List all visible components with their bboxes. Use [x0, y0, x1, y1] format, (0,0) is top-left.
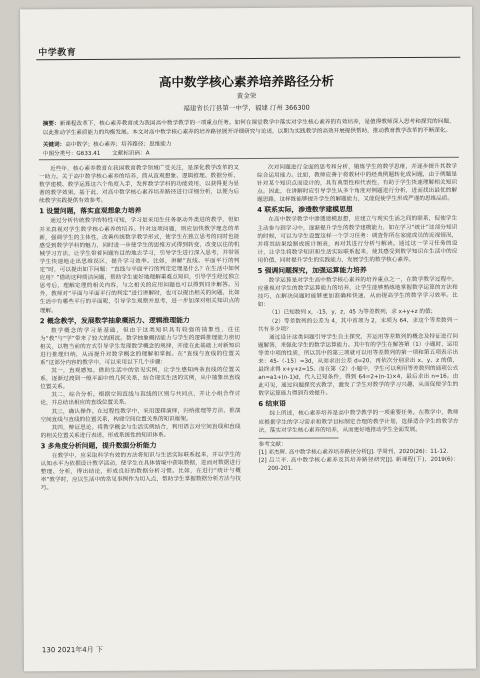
- meta-rule: [39, 157, 459, 161]
- paragraph: 综上所述，核心素养培养是高中数学教学的一项重要任务。在教学中，教师应根据学生的学习需求和教学目标制定合理的教学计划，选择适合学生的教学方法，落实对学生核心素养的培养，从而更好地推动学生全面发展。: [258, 410, 459, 434]
- section-heading-2: 2 概念教学，发展数学抽象概括力、逻辑推理能力: [39, 315, 190, 325]
- paragraph: 其二，综合分析。根据空间直线与直线的区别与共同点，并让小组合作讨论，并总结出相应的直线位置关系。: [40, 391, 241, 407]
- right-column: [257, 163, 459, 473]
- keywords-text: 高中数学；核心素养；培养路径；思维能力: [65, 141, 172, 149]
- header-rule: [36, 57, 460, 61]
- paragraph: 在教学中，应采取科学有效的方法将知识与生活实际联系起来，并以学生的认知水平为依据设计教学活动，使学生在具体情境中获取数据，进而对数据进行整理、分析，得出结论，形成良好的数据分析习惯。比如，在进行“统计与概率”教学时，应以生活中的常见事例作为切入点，帮助学生掌握数据分析方法与技巧。: [40, 451, 241, 492]
- paragraph: 其四，辩证思论。将教学概念与生活实例结合，利用语言对空间直线和直线的相关位置关系进行表述，形成系统性的知识体系。: [40, 423, 241, 440]
- left-column: [39, 164, 241, 493]
- paragraph: 数学概念的学习是基础，但由于这类知识具有较强的抽象性，往往为“教”与“学”带来了较大的困扰。数学抽象概括能力与学生的逻辑推理能力密切相关，以物当前的方式引导学生发现数学概念的规律，并能在此基础上对新知识进行推理归纳，从而提升对数学概念的理解和掌握。在“直线与直线的位置关系”这部分内容的教学中，可以采用以下几个步骤：: [39, 326, 241, 367]
- classification-line: [43, 149, 160, 158]
- reference-item: [2] 吕兰平. 高中数学核心素养及其培养路径研究[J]. 新课程(下)，2019(6)：200-201.: [258, 456, 459, 472]
- paragraph: 通过分析传统教学的特性可知，学习是采用生任务驱动外类进的教学，但如并未真视对学生数学核心素养的培养。针对这项问题，则应加快教学理念的革新，强调学生的主体性，改善传统数学教学形式，使学生在独立思考的同时也能感受到数学学科的魅力，同时进一步使学生的思维方式得到转变，改变以往的机械学习方法，让学生带着问题有目的地去学习，引导学生进行深入思考，并带领学生快速地走出思维误区，提升学习效率。比如，讲解“直线、平面平行的判定”时，可以提出如下问题：“直线与平面平行的判定定理是什么？在生活中如何应用？”借助这种简洁问题，帮助学生更好地理解重难点知识，引导学生经过独立思考后，理解定理的相关内容，与之相关的应用问题也可以得到同步解答。另外，教师对“平面与平面平行的判定”进行讲解时，也可以提出相关的问题，比如生活中有哪些平行的平面呢，引导学生观察并思考，进一步加深对相关知识点的理解。: [39, 217, 240, 314]
- paragraph: 其一，直观感知。借助生活中的常见实例，让学生感知两条直线的位置关系，逐渐过渡到一般平面中的几何关系，结合现实生活的实例，从中抽象出直线位置关系。: [40, 367, 241, 391]
- keywords-label: 关键词：: [42, 142, 66, 149]
- paragraph: 近些年，核心素养教育在我国教育教学领域广受关注，是深化教学改革的又一助力。关于高中数学核心素养的培养，简从直观想象、逻辑推理、数据分析、数学建模、数学运算这六个角度入手，发挥数学学科的功能效用，以获得更为显著的教学效果。基于此，对高中数学核心素养培养路径进行详细分析，以便为后续教学实践提供有效参考。: [38, 165, 240, 205]
- section-heading-6: 6 结束语: [258, 400, 286, 409]
- section-heading-3: 3 多角度分析问题，提升数据分析能力: [40, 441, 157, 451]
- paragraph: 在高中数学教学中渗透建模思想，应建立与现实生活之间的联系，促使学生主动参与到学习中，逐渐提升学生的数学建模能力，如在学习“统计”这部分知识的时候，可以为学生设置这样一个学习任务：调查你所在家庭成员的近视情况，并将其结果绘制成统计图表，再对其进行分析与解读。通过这一学习任务的设计，让学生将数学知识和生活实际联系起来，使其感受到数学知识在生活中的应用价值，同时提升学生的实践能力，发展学生的数学核心素养。: [257, 216, 458, 264]
- paragraph: 其三，确认操作。在过程性教学中，采用逻辑演绎，归纳推理等方法，推演空间直线与直线的位置关系，构建空间位置关系的知识框架。: [40, 407, 241, 423]
- equation-problem-2: （2）等差数列的公差为 4，其中首项为 2，末项为 64，求这个等差数列一共有多少项？: [257, 317, 458, 333]
- section-heading-4: 4 联系实际，渗透数学建模思想: [257, 205, 353, 215]
- reference-item: [1] 邓杰辉. 高中数学核心素养培养路径分析[J]. 学周刊，2020(26)：11-12.: [258, 448, 449, 456]
- document-code: 文献标识码：A: [112, 150, 150, 157]
- keywords: [43, 139, 172, 148]
- abstract: [43, 118, 455, 139]
- references-rule: [259, 437, 339, 438]
- abstract-text: 新课程改革下，核心素养教育成为我国高中数学教学的一项重点任务。如何在课堂教学中落实对学生核心素养的有效培养，是值得教师深入思考和探究的问题，以此推动学生素质能力的均衡发展。本文对高中数学核心素养的培养路径展开详细研究与论述，以期为实践教学的高效开展提供帮助，推动教育教学改革的不断深化。: [42, 118, 455, 137]
- equation-problem-1: （1）已知数列 x，-15，y，z，45 为等差数列，求 x+y+z 的值；: [268, 309, 437, 317]
- journal-page: [20, 7, 476, 672]
- paragraph: 次对问题进行全面的思考和分析，锻炼学生的数学思维，并逐步提升其数学综合运用能力。比如，教师应善于将教材中的经典例题转化成问题，由于例题是针对某个知识点而设计的，具有典型性和代表性，有助于学生快速理解相关知识点。因此，在讲解时应引导学生从多个角度对例题进行分析，进而找出最优的解题思路，这样既能够提升学生的解题能力，又能促使学生形成严谨的思维品质。: [256, 163, 458, 204]
- journal-section-header: 中学教育: [38, 48, 77, 59]
- article-title: 高中数学核心素养培养路径分析: [158, 73, 334, 90]
- clc-number: 中图分类号：G633.41: [42, 150, 101, 158]
- author-affiliation: 福建省长汀县第一中学，福建 汀州 366300: [183, 103, 310, 113]
- section-heading-5: 5 强调问题探究，加强运算能力培养: [257, 266, 367, 275]
- paragraph: 通过设计这类问题引导学生自主探究，并运用等差数列的概念及特征进行问题解答，来强化学生的数学运算能力。其中有的学生在解答第（1）小题时，运用等差中项的性质，所以其中的第三项就可以用等差数列的第一项和第五项表示出来：45-（-15）=3d，从而求出公差 d=20，再依次分别求出 x、y、z 的值，最终求得 x+y+z=15。而在第（2）小题中，学生可以利用等差数列的通项公式 an=a1+(n-1)d，代入已知条件，得到 64=2+(n-1)×4，最后求出 n=16。由此可见，通过问题探究式教学，激发了学生对数学的学习兴趣，从而促使学生的数学运算能力得到有效提升。: [258, 333, 459, 398]
- references: [259, 439, 459, 473]
- paragraph: 数学运算是对学生高中数学核心素养的培养重点之一，在数学教学过程中，应重视对学生的数学运算能力的培养，让学生能够熟练地掌握数学运算的方法和技巧，在解决问题时能够更加准确和快速，从而提高学生的数学学习效率。比如：: [257, 276, 458, 309]
- article-author: 黄金荣: [236, 91, 257, 101]
- references-label: 参考文献：: [258, 441, 287, 448]
- abstract-label: 摘要：: [42, 121, 60, 128]
- page-footer: 130 2021年4月 下: [41, 645, 104, 655]
- section-heading-1: 1 设置问题，落实直观想象力培养: [39, 207, 142, 216]
